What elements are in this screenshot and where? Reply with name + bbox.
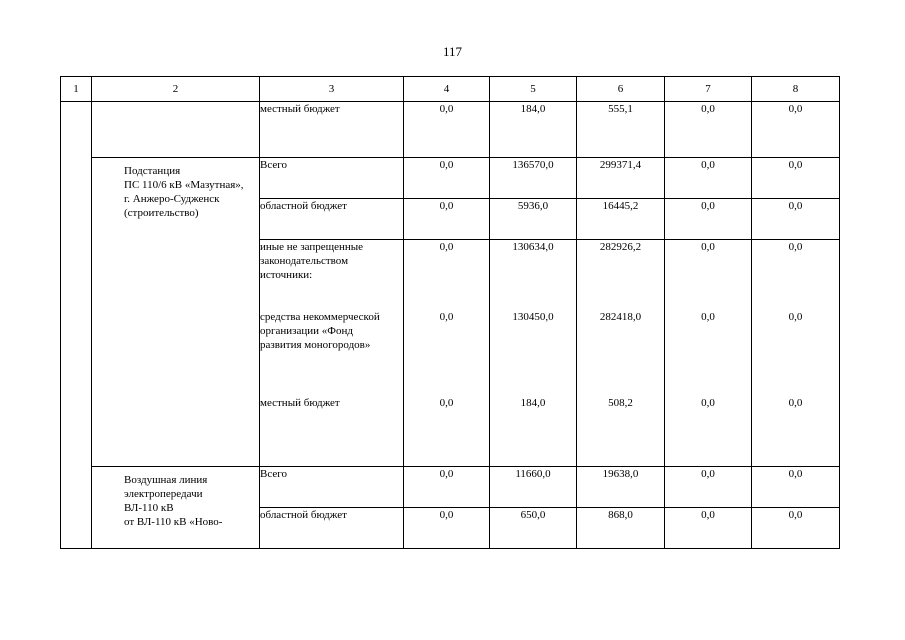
- object-name-cell: Воздушная линия электропередачи ВЛ-110 кВ от ВЛ-110 кВ «Ново-: [92, 467, 260, 549]
- value-other: 130634,0: [512, 241, 554, 253]
- source-cell: областной бюджет: [260, 199, 404, 240]
- source-fund: средства некоммерческой организации «Фонд развития моногородов»: [260, 311, 380, 351]
- number-cell: [61, 102, 92, 549]
- value-cell: 0,0: [665, 467, 752, 508]
- source-cell: Всего: [260, 158, 404, 199]
- value-cell: 555,1: [577, 102, 665, 158]
- value-other: 0,0: [788, 241, 803, 253]
- source-other: иные не запрещенные законодательством источники:: [260, 241, 364, 281]
- header-col-4: 4: [404, 77, 490, 102]
- value-cell: 136570,0: [490, 158, 577, 199]
- header-col-5: 5: [490, 77, 577, 102]
- table-row: [61, 467, 840, 508]
- value-fund: 0,0: [439, 311, 454, 323]
- value-cell: 184,0: [490, 102, 577, 158]
- value-cell: 0,0: [404, 102, 490, 158]
- header-col-7: 7: [665, 77, 752, 102]
- object-cell-empty: [92, 102, 260, 158]
- value-stack-cell: [404, 240, 490, 467]
- header-row: [61, 77, 840, 102]
- value-fund: 130450,0: [512, 311, 554, 323]
- value-other: 282926,2: [599, 241, 642, 253]
- value-local: 508,2: [608, 397, 633, 409]
- value-cell: 0,0: [404, 467, 490, 508]
- value-cell: 0,0: [404, 158, 490, 199]
- value-cell: 0,0: [404, 199, 490, 240]
- table-row: [61, 158, 840, 199]
- value-cell: 0,0: [404, 508, 490, 549]
- budget-table: [60, 76, 840, 549]
- value-cell: 5936,0: [490, 199, 577, 240]
- source-cell: местный бюджет: [260, 102, 404, 158]
- value-cell: 0,0: [752, 467, 840, 508]
- value-cell: 0,0: [665, 508, 752, 549]
- value-fund: 282418,0: [599, 311, 642, 323]
- value-cell: 0,0: [665, 102, 752, 158]
- value-cell: 650,0: [490, 508, 577, 549]
- value-cell: 0,0: [752, 199, 840, 240]
- value-stack-cell: [752, 240, 840, 467]
- header-col-2: 2: [92, 77, 260, 102]
- source-cell: областной бюджет: [260, 508, 404, 549]
- value-fund: 0,0: [701, 311, 715, 323]
- value-local: 0,0: [701, 397, 715, 409]
- value-cell: 0,0: [752, 102, 840, 158]
- value-fund: 0,0: [788, 311, 803, 323]
- value-cell: 11660,0: [490, 467, 577, 508]
- value-cell: 868,0: [577, 508, 665, 549]
- value-stack-cell: [577, 240, 665, 467]
- value-stack-cell: [490, 240, 577, 467]
- header-col-8: 8: [752, 77, 840, 102]
- source-cell: Всего: [260, 467, 404, 508]
- source-stack-cell: [260, 240, 404, 467]
- value-other: 0,0: [439, 241, 454, 253]
- value-cell: 0,0: [665, 158, 752, 199]
- value-cell: 0,0: [752, 508, 840, 549]
- value-cell: 19638,0: [577, 467, 665, 508]
- value-cell: 0,0: [752, 158, 840, 199]
- value-local: 0,0: [788, 397, 803, 409]
- value-cell: 0,0: [665, 199, 752, 240]
- value-local: 184,0: [520, 397, 546, 409]
- value-cell: 16445,2: [577, 199, 665, 240]
- source-local: местный бюджет: [260, 397, 340, 409]
- value-stack-cell: [665, 240, 752, 467]
- header-col-3: 3: [260, 77, 404, 102]
- value-local: 0,0: [439, 397, 454, 409]
- page-number: 117: [442, 44, 463, 59]
- value-cell: 299371,4: [577, 158, 665, 199]
- header-col-1: 1: [61, 77, 92, 102]
- object-name-cell: Подстанция ПС 110/6 кВ «Мазутная», г. Анжеро-Судженск (строительство): [92, 158, 260, 467]
- value-other: 0,0: [701, 241, 715, 253]
- header-col-6: 6: [577, 77, 665, 102]
- table-row: [61, 102, 840, 158]
